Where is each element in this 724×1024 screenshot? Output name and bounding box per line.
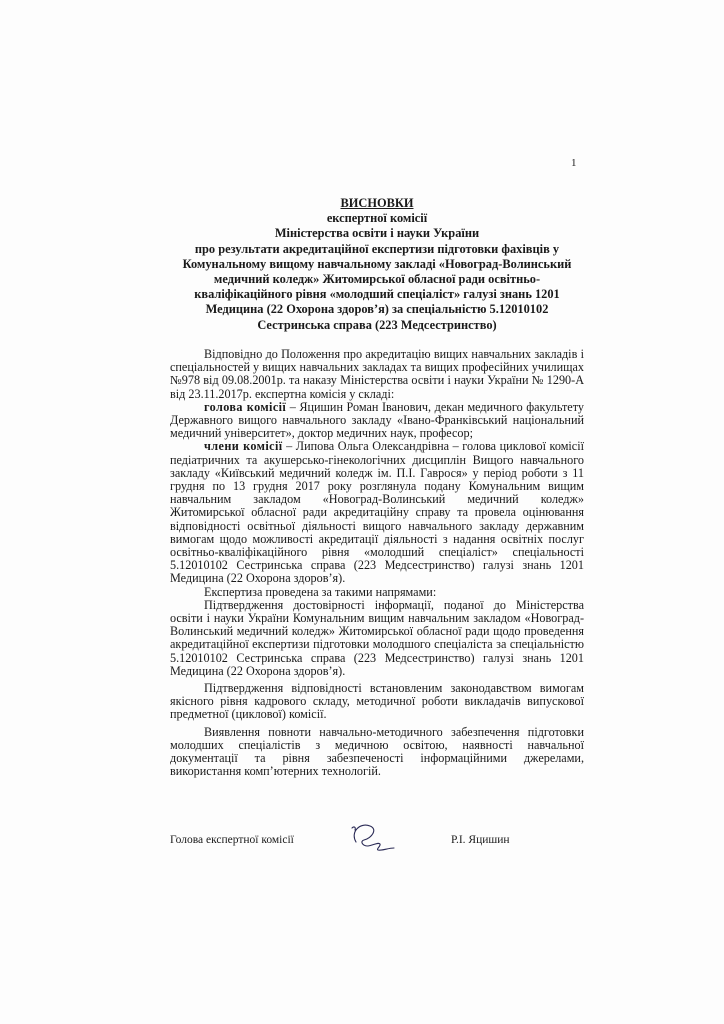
header-line: Міністерства освіти і науки України (274, 226, 480, 241)
signature-row (170, 828, 584, 868)
header-line: Комунальному вищому навчальному закладі «Новоград-Волинський (182, 256, 572, 271)
paragraph-direction-1: Підтвердження достовірності інформації, поданої до Міністерства освіти і науки України Комунальним вищим навчальним закладом «Новоград-Волинський медичний коледж» Житомирської обласної ради щодо проведення акредитаційної експертизи підготовки молодшого спеціаліста за спеціальністю 5.12010102 Сестринська справа (223 Медсестринство) галузі знань 1201 Медицина (22 Охорона здоров’я). (170, 597, 584, 678)
paragraph-commission-head (170, 401, 584, 441)
paragraph-direction-3: Виявлення повноти навчально-методичного забезпечення підготовки молодших спеціалістів з медичною освітою, наявності навчальної документації та рівня забезпеченості інформаційними джерелами, використання комп’ютерних технологій. (170, 724, 584, 779)
commission-members-label: члени комісії (204, 439, 283, 454)
document-title: ВИСНОВКИ (340, 196, 414, 210)
header-line: експертної комісії (326, 211, 428, 226)
paragraph-directions: Експертиза проведена за такими напрямами: (204, 584, 437, 599)
signatory-name: Р.І. Яцишин (451, 834, 510, 846)
page-number: 1 (571, 157, 577, 169)
paragraph-commission-members (170, 440, 584, 585)
document-body (170, 348, 584, 779)
commission-members-text: – Липова Ольга Олександрівна – голова циклової комісії педіатричних та акушерсько-гінекологічних дисциплін Вищого навчального закладу «Київський медичний коледж ім. П.І. Гаврося» у період роботи з 11 грудня по 13 грудня 2017 року розглянула подану Комунальним вищим навчальним закладом «Новоград-Волинський медичний коледж» Житомирської обласної ради акредитаційну справу та провела оцінювання відповідності освітньої діяльності вищого навчального закладу державним вимогам щодо можливості акредитації діяльності з надання освітніх послуг освітньо-кваліфікаційного рівня «молодший спеціаліст» спеціальності 5.12010102 Сестринська справа (223 Медсестринство) галузі знань 1201 Медицина (22 Охорона здоров’я). (170, 439, 584, 586)
header-line: Медицина (22 Охорона здоров’я) за спеціальністю 5.12010102 (205, 302, 549, 317)
paragraph-intro: Відповідно до Положення про акредитацію вищих навчальних закладів і спеціальностей у вищих навчальних закладах та вищих професійних училищах №978 від 09.08.2001р. та наказу Міністерства освіти і науки України № 1290-А від 23.11.2017р. експертна комісія у складі: (170, 347, 584, 401)
header-line: Сестринська справа (223 Медсестринство) (257, 317, 497, 332)
header-line: кваліфікаційного рівня «молодший спеціаліст» галузі знань 1201 (194, 287, 560, 302)
header-line: медичний коледж» Житомирської обласної ради освітньо- (213, 272, 541, 287)
paragraph-direction-2: Підтвердження відповідності встановленим законодавством вимогам якісного рівня кадрового складу, методичної роботи викладачів випускової предметної (циклової) комісії. (170, 681, 584, 722)
handwritten-signature (340, 818, 410, 858)
header-line: про результати акредитаційної експертизи підготовки фахівців у (194, 241, 560, 256)
commission-head-text: – Яцишин Роман Іванович, декан медичного факультету Державного вищого навчального закладу «Івано-Франківський національний медичний університет», доктор медичних наук, професор; (170, 399, 584, 441)
commission-head-label: голова комісії (204, 399, 287, 414)
signature-label: Голова експертної комісії (170, 834, 294, 846)
document-header (170, 196, 584, 333)
